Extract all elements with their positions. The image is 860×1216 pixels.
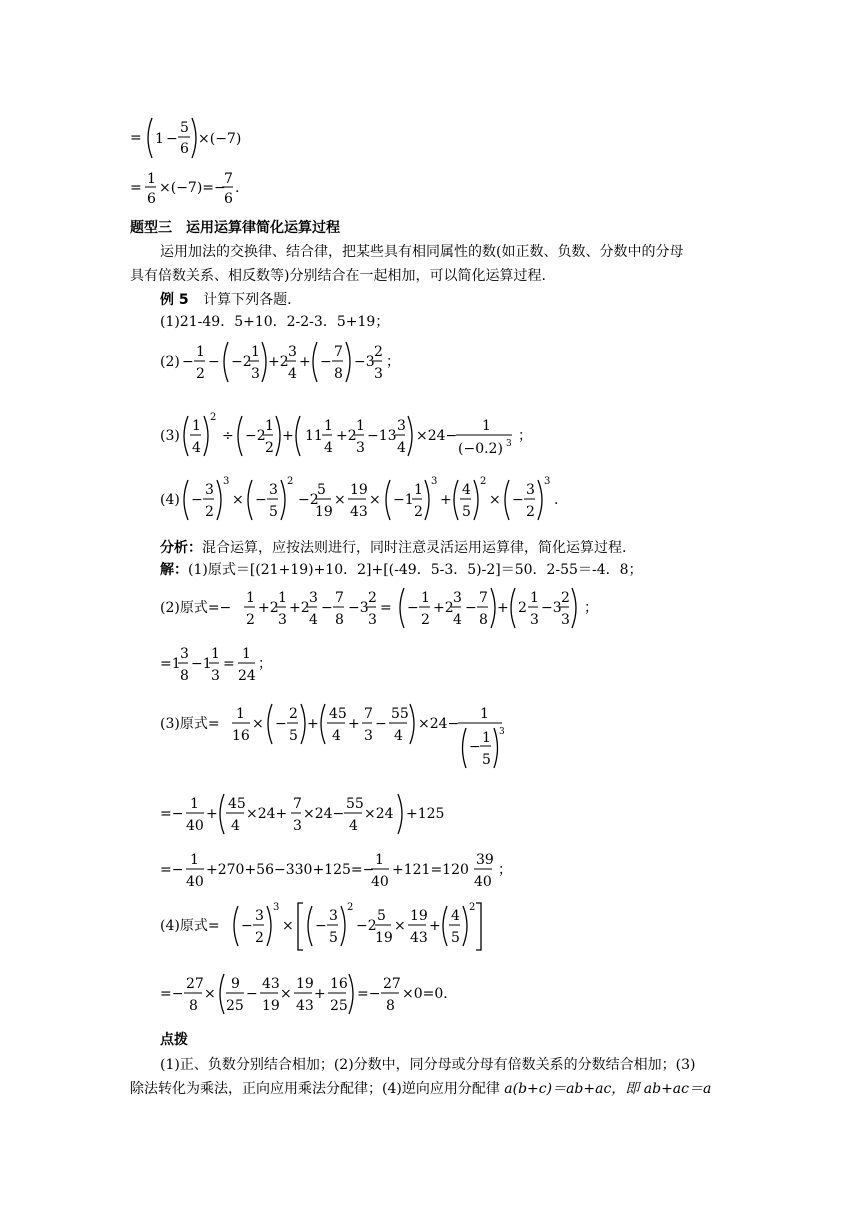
svg-text:5: 5 <box>462 504 471 520</box>
svg-text:(−0.2): (−0.2) <box>458 441 503 457</box>
svg-text:3: 3 <box>374 366 383 382</box>
svg-text:7: 7 <box>334 344 343 360</box>
svg-text:3: 3 <box>269 482 278 498</box>
svg-text:3: 3 <box>506 439 512 449</box>
analysis-text: 混合运算，应按法则进行，同时注意灵活运用运算律，简化运算过程. <box>202 540 627 556</box>
svg-text:5: 5 <box>482 752 491 768</box>
question-4 <box>160 474 580 526</box>
svg-text:19: 19 <box>375 930 393 946</box>
svg-text:5: 5 <box>317 482 326 498</box>
svg-text:8: 8 <box>189 998 198 1014</box>
svg-text:40: 40 <box>186 818 204 834</box>
svg-text:1: 1 <box>421 590 430 606</box>
svg-text:2: 2 <box>561 590 570 606</box>
solution-4b <box>160 968 490 1020</box>
svg-text:；: ； <box>258 656 272 672</box>
svg-text:−: − <box>320 354 332 370</box>
svg-text:3: 3 <box>251 366 260 382</box>
section-title: 题型三 运用运算律简化运算过程 <box>130 220 340 236</box>
svg-text:−13: −13 <box>367 428 397 444</box>
svg-text:27: 27 <box>383 976 401 992</box>
svg-text:3: 3 <box>356 440 365 456</box>
svg-text:+2: +2 <box>268 354 289 370</box>
svg-text:+2: +2 <box>336 428 357 444</box>
svg-text:4: 4 <box>451 908 460 924</box>
solution-2b <box>160 642 300 688</box>
svg-text:4: 4 <box>324 440 333 456</box>
svg-text:3: 3 <box>205 482 214 498</box>
tip-line1: (1)正、负数分别结合相加；(2)分数中，同分母或分母有倍数关系的分数结合相加；(3) <box>160 1057 696 1073</box>
svg-text:3: 3 <box>561 612 570 628</box>
svg-text:5: 5 <box>180 120 189 136</box>
svg-text:÷: ÷ <box>222 428 234 444</box>
svg-text:3: 3 <box>278 612 287 628</box>
svg-text:1: 1 <box>147 171 156 187</box>
svg-text:+121=120: +121=120 <box>392 862 469 878</box>
svg-text:43: 43 <box>410 930 428 946</box>
svg-text:×: × <box>334 492 346 508</box>
svg-text:(3): (3) <box>160 428 180 444</box>
svg-text:2: 2 <box>414 504 423 520</box>
svg-text:3: 3 <box>368 612 377 628</box>
svg-text:×(−7)=−: ×(−7)=− <box>159 180 226 196</box>
svg-text:−2: −2 <box>245 428 266 444</box>
svg-text:−3: −3 <box>541 600 562 616</box>
tip-line2 <box>130 1079 711 1099</box>
intro-line2: 具有倍数关系、相反数等)分别结合在一起相加，可以简化运算过程. <box>130 268 546 284</box>
svg-text:1: 1 <box>324 418 333 434</box>
svg-text:8: 8 <box>386 998 395 1014</box>
svg-text:5: 5 <box>451 930 460 946</box>
svg-text:2: 2 <box>526 504 535 520</box>
svg-text:(3)原式=: (3)原式= <box>160 716 220 732</box>
svg-text:(2): (2) <box>160 354 180 370</box>
svg-text:1: 1 <box>375 852 384 868</box>
solution-3b <box>160 788 460 840</box>
question-2 <box>160 336 420 388</box>
svg-text:25: 25 <box>330 998 348 1014</box>
svg-text:3: 3 <box>397 418 406 434</box>
svg-text:2: 2 <box>205 504 214 520</box>
svg-text:×: × <box>232 492 244 508</box>
svg-text:43: 43 <box>350 504 368 520</box>
solution-4a <box>160 900 500 954</box>
svg-text:7: 7 <box>293 796 302 812</box>
svg-text:3: 3 <box>180 646 189 662</box>
svg-text:40: 40 <box>474 874 492 890</box>
svg-text:4: 4 <box>332 728 341 744</box>
svg-text:1: 1 <box>190 796 199 812</box>
svg-text:+: + <box>314 986 326 1002</box>
svg-text:−2: −2 <box>356 918 377 934</box>
svg-text:27: 27 <box>186 976 204 992</box>
svg-text:−: − <box>275 716 287 732</box>
svg-text:=1: =1 <box>160 656 181 672</box>
svg-text:2: 2 <box>374 344 383 360</box>
svg-text:−: − <box>246 986 258 1002</box>
svg-text:−: − <box>191 492 203 508</box>
solution-label: 解： <box>160 562 188 578</box>
svg-text:4: 4 <box>349 818 358 834</box>
svg-text:8: 8 <box>334 366 343 382</box>
svg-text:4: 4 <box>288 366 297 382</box>
svg-text:×: × <box>394 918 406 934</box>
svg-text:11: 11 <box>305 428 323 444</box>
svg-text:4: 4 <box>394 728 403 744</box>
top-step2 <box>130 170 270 212</box>
svg-text:×: × <box>489 492 501 508</box>
svg-text:1: 1 <box>155 131 164 147</box>
svg-text:4: 4 <box>462 482 471 498</box>
svg-text:−: − <box>407 600 419 616</box>
svg-text:55: 55 <box>391 706 409 722</box>
svg-text:=−: =− <box>160 986 184 1002</box>
svg-text:3: 3 <box>530 612 539 628</box>
svg-text:1: 1 <box>482 418 491 434</box>
svg-text:1: 1 <box>242 646 251 662</box>
svg-text:4: 4 <box>397 440 406 456</box>
svg-text:2: 2 <box>518 600 527 616</box>
svg-text:4: 4 <box>192 440 201 456</box>
top-step1 <box>130 112 270 164</box>
svg-text:5: 5 <box>269 504 278 520</box>
svg-text:−: − <box>465 600 477 616</box>
svg-text:2: 2 <box>246 612 255 628</box>
svg-text:+: + <box>299 354 311 370</box>
svg-text:7: 7 <box>364 706 373 722</box>
svg-text:1: 1 <box>236 706 245 722</box>
svg-text:×24−: ×24− <box>416 428 458 444</box>
svg-text:(2)原式=−: (2)原式=− <box>160 600 232 616</box>
svg-text:40: 40 <box>371 874 389 890</box>
svg-text:(4): (4) <box>160 492 180 508</box>
svg-text:−: − <box>241 918 253 934</box>
svg-text:×24−: ×24− <box>303 806 345 822</box>
svg-text:1: 1 <box>480 706 489 722</box>
svg-text:×24+: ×24+ <box>246 806 288 822</box>
svg-text:+: + <box>440 492 452 508</box>
svg-text:.: . <box>235 180 240 196</box>
svg-text:2: 2 <box>347 902 354 913</box>
svg-text:2: 2 <box>210 412 217 423</box>
svg-text:39: 39 <box>476 852 494 868</box>
svg-text:×24: ×24 <box>364 806 394 822</box>
svg-text:43: 43 <box>296 998 314 1014</box>
svg-text:+: + <box>206 806 218 822</box>
svg-text:3: 3 <box>329 908 338 924</box>
svg-text:1: 1 <box>246 590 255 606</box>
svg-text:3: 3 <box>526 482 535 498</box>
svg-text:3: 3 <box>288 344 297 360</box>
svg-text:(4)原式=: (4)原式= <box>160 918 220 934</box>
svg-text:3: 3 <box>293 818 302 834</box>
svg-text:−: − <box>375 716 387 732</box>
svg-text:−: − <box>208 354 220 370</box>
svg-text:3: 3 <box>273 902 280 913</box>
svg-text:1: 1 <box>530 590 539 606</box>
svg-text:；: ； <box>584 600 598 616</box>
example-label: 例 5 <box>160 292 189 308</box>
svg-text:40: 40 <box>186 874 204 890</box>
svg-text:3: 3 <box>211 668 220 684</box>
svg-text:+2: +2 <box>433 600 454 616</box>
svg-text:7: 7 <box>479 590 488 606</box>
svg-text:19: 19 <box>315 504 333 520</box>
svg-text:−: − <box>512 492 524 508</box>
svg-text:.: . <box>554 492 559 508</box>
svg-text:6: 6 <box>180 141 189 157</box>
intro-line1: 运用加法的交换律、结合律，把某些具有相同属性的数(如正数、负数、分数中的分母 <box>160 244 684 260</box>
solution-2a <box>160 582 620 634</box>
solution-3a <box>160 698 520 774</box>
analysis <box>160 538 626 558</box>
svg-text:4: 4 <box>231 818 240 834</box>
svg-text:1: 1 <box>482 730 491 746</box>
svg-text:1: 1 <box>196 344 205 360</box>
svg-text:3: 3 <box>431 476 438 487</box>
svg-text:24: 24 <box>238 668 256 684</box>
svg-text:+: + <box>497 600 509 616</box>
svg-text:−3: −3 <box>354 354 375 370</box>
svg-text:+: + <box>429 918 441 934</box>
tip-line2-text: 除法转化为乘法，正向应用乘法分配律；(4)逆向应用分配律 <box>130 1081 505 1097</box>
svg-text:−: − <box>166 131 178 147</box>
svg-text:=−: =− <box>160 862 184 878</box>
svg-text:6: 6 <box>224 191 233 207</box>
svg-text:×: × <box>252 716 264 732</box>
svg-text:1: 1 <box>414 482 423 498</box>
svg-text:2: 2 <box>255 930 264 946</box>
svg-text:8: 8 <box>180 668 189 684</box>
svg-text:19: 19 <box>262 998 280 1014</box>
svg-text:−: − <box>321 600 333 616</box>
question-1: (1)21-49．5+10．2-2-3．5+19； <box>160 314 390 330</box>
svg-text:16: 16 <box>232 728 250 744</box>
svg-text:45: 45 <box>228 796 246 812</box>
svg-text:×0=0.: ×0=0. <box>402 986 448 1002</box>
tip-label: 点拨 <box>160 1032 188 1048</box>
svg-text:7: 7 <box>335 590 344 606</box>
svg-text:2: 2 <box>469 902 476 913</box>
svg-text:1: 1 <box>356 418 365 434</box>
svg-text:1: 1 <box>265 418 274 434</box>
svg-text:；: ； <box>386 354 400 370</box>
svg-text:19: 19 <box>410 908 428 924</box>
svg-text:2: 2 <box>196 366 205 382</box>
svg-text:19: 19 <box>350 482 368 498</box>
svg-text:+: + <box>348 716 360 732</box>
svg-text:×24−: ×24− <box>418 716 460 732</box>
tip-line2-formula: a(b+c)＝ab+ac，即 ab+ac＝a <box>504 1081 712 1097</box>
svg-text:；: ； <box>498 862 512 878</box>
svg-text:5: 5 <box>289 728 298 744</box>
svg-text:4: 4 <box>309 612 318 628</box>
svg-text:2: 2 <box>289 706 298 722</box>
svg-text:=−: =− <box>160 806 184 822</box>
svg-text:=: = <box>223 656 235 672</box>
svg-text:1: 1 <box>190 852 199 868</box>
svg-text:8: 8 <box>335 612 344 628</box>
svg-text:+125: +125 <box>406 806 445 822</box>
svg-text:4: 4 <box>453 612 462 628</box>
svg-text:−: − <box>255 492 267 508</box>
svg-text:×: × <box>280 986 292 1002</box>
svg-text:43: 43 <box>262 976 280 992</box>
svg-text:+2: +2 <box>258 600 279 616</box>
solution-1-text: (1)原式＝[(21+19)+10．2]+[(-49．5-3．5)-2]＝50．2-55＝-4．8； <box>188 562 643 578</box>
svg-text:+: + <box>307 716 319 732</box>
svg-text:8: 8 <box>479 612 488 628</box>
svg-text:55: 55 <box>346 796 364 812</box>
svg-text:=−: =− <box>357 986 381 1002</box>
svg-text:5: 5 <box>377 908 386 924</box>
svg-text:=: = <box>130 180 142 196</box>
svg-text:3: 3 <box>309 590 318 606</box>
svg-text:3: 3 <box>453 590 462 606</box>
svg-text:2: 2 <box>480 476 487 487</box>
svg-text:+2: +2 <box>289 600 310 616</box>
svg-text:−3: −3 <box>348 600 369 616</box>
svg-text:1: 1 <box>211 646 220 662</box>
svg-text:−: − <box>469 739 481 755</box>
svg-text:19: 19 <box>296 976 314 992</box>
svg-text:9: 9 <box>231 976 240 992</box>
svg-text:25: 25 <box>226 998 244 1014</box>
solution-3c <box>160 846 540 896</box>
svg-text:1: 1 <box>278 590 287 606</box>
svg-text:×: × <box>282 918 294 934</box>
svg-text:3: 3 <box>364 728 373 744</box>
svg-text:−2: −2 <box>231 354 252 370</box>
svg-text:−: − <box>182 354 194 370</box>
svg-text:3: 3 <box>499 727 505 737</box>
svg-text:−: − <box>315 918 327 934</box>
svg-text:16: 16 <box>330 976 348 992</box>
svg-text:1: 1 <box>192 418 201 434</box>
svg-text:2: 2 <box>421 612 430 628</box>
svg-text:+: + <box>282 428 294 444</box>
svg-text:−1: −1 <box>191 656 212 672</box>
svg-text:×(−7): ×(−7) <box>198 131 242 147</box>
question-3 <box>160 410 560 462</box>
svg-text:2: 2 <box>368 590 377 606</box>
svg-text:45: 45 <box>329 706 347 722</box>
svg-text:×: × <box>369 492 381 508</box>
svg-text:3: 3 <box>255 908 264 924</box>
svg-text:+270+56−330+125=−: +270+56−330+125=− <box>206 862 375 878</box>
analysis-label: 分析： <box>160 540 202 556</box>
svg-text:2: 2 <box>265 440 274 456</box>
svg-text:3: 3 <box>544 476 551 487</box>
svg-text:−2: −2 <box>298 492 319 508</box>
solution-1 <box>160 560 643 580</box>
svg-text:−1: −1 <box>393 492 414 508</box>
svg-text:=: = <box>380 600 392 616</box>
example-heading <box>160 290 292 310</box>
svg-text:5: 5 <box>329 930 338 946</box>
example-prompt: 计算下列各题. <box>203 292 292 308</box>
svg-text:=: = <box>130 130 142 146</box>
svg-text:7: 7 <box>224 171 233 187</box>
svg-text:2: 2 <box>287 476 294 487</box>
svg-text:3: 3 <box>223 476 230 487</box>
svg-text:1: 1 <box>251 344 260 360</box>
svg-text:×: × <box>204 986 216 1002</box>
svg-text:；: ； <box>518 428 532 444</box>
svg-text:6: 6 <box>147 191 156 207</box>
